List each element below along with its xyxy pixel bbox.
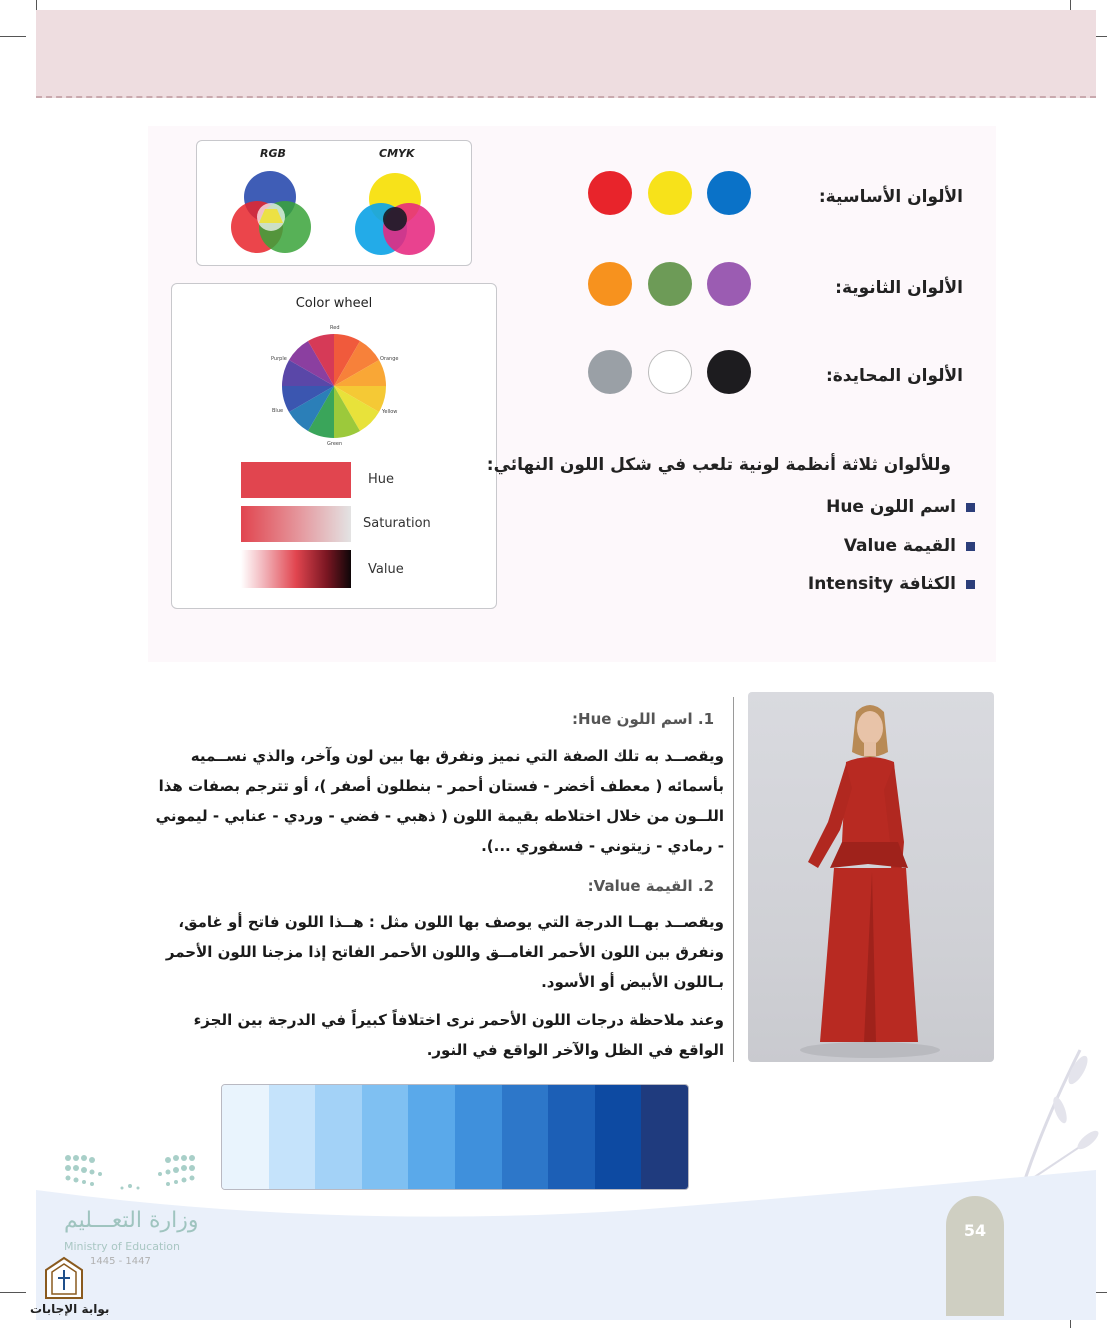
neutral-colors-label: الألوان المحايدة: (825, 366, 963, 386)
portal-logo-icon (42, 1256, 86, 1302)
rgb-diagram (225, 163, 335, 263)
wheel-label-blue: Blue (272, 408, 284, 414)
ministry-name-arabic: وزارة التعـــليم (64, 1208, 199, 1233)
cmyk-label: CMYK (379, 147, 415, 160)
crop-mark (0, 1292, 26, 1293)
value-note-paragraph (144, 1005, 724, 1065)
wheel-label-green: Green (327, 441, 343, 447)
wheel-label-orange: Orange (380, 356, 399, 362)
rgb-label: RGB (260, 147, 286, 160)
secondary-color-dot (707, 262, 751, 306)
ministry-logo-icon (62, 1152, 202, 1192)
wheel-label-purple: Purple (271, 356, 287, 362)
bullet-item: الكثافة Intensity (808, 574, 975, 594)
neutral-color-dot (648, 350, 692, 394)
value-bar (241, 550, 351, 588)
bullet-item: اسم اللون Hue (826, 497, 975, 517)
saturation-bar (241, 506, 351, 542)
color-wheel (254, 320, 414, 450)
hue-paragraph (144, 741, 724, 861)
color-wheel-title: Color wheel (295, 296, 373, 311)
ministry-name-english: Ministry of Education (64, 1240, 181, 1253)
paragraph-line: اللــون من خلال اختلاطه بقيمة اللون ( ذهبي - فضي - وردي - عنابي - ليموني (155, 807, 724, 825)
hue-bar (241, 462, 351, 498)
paragraph-line: الواقع في الظل والآخر الواقع في النور. (426, 1041, 724, 1059)
paragraph-line: بـاللون الأبيض أو الأسود. (541, 973, 724, 991)
secondary-color-dot (648, 262, 692, 306)
column-divider (733, 697, 734, 1062)
color-systems-intro: وللألوان ثلاثة أنظمة لونية تلعب في شكل اللون النهائي: (486, 455, 951, 475)
hue-label: Hue (368, 472, 395, 487)
cmyk-diagram (347, 163, 457, 263)
primary-color-dot (588, 171, 632, 215)
crop-mark (0, 36, 26, 37)
color-models-card (196, 140, 472, 266)
paragraph-line: بأسمائه ( معطف أخضر - فستان أحمر - بنطلون أصفر )، أو تترجم بصفات هذا (158, 777, 724, 795)
bullet-square-icon (966, 542, 975, 551)
primary-colors-label: الألوان الأساسية: (818, 187, 963, 207)
portal-name: بوابة الإجابات (30, 1302, 110, 1316)
wheel-label-yellow: Yellow (382, 409, 398, 415)
value-paragraph (144, 907, 724, 997)
footer-wave (36, 1170, 1096, 1320)
primary-color-dot (648, 171, 692, 215)
page-number: 54 (946, 1196, 1004, 1316)
paragraph-line: وعند ملاحظة درجات اللون الأحمر نرى اختلافاً كبيراً في الدرجة بين الجزء (193, 1011, 724, 1029)
bullet-item: القيمة Value (844, 536, 975, 556)
paragraph-line: ويقصــد بهــا الدرجة التي يوصف بها اللون مثل : هــذا اللون فاتح أو غامق، (178, 913, 724, 931)
color-wheel-card (171, 283, 497, 609)
header-band (36, 10, 1096, 98)
bullet-square-icon (966, 503, 975, 512)
bullet-square-icon (966, 580, 975, 589)
hue-section-heading: 1. اسم اللون Hue: (572, 710, 714, 728)
secondary-colors-label: الألوان الثانوية: (835, 278, 963, 298)
value-label: Value (368, 562, 404, 577)
saturation-label: Saturation (363, 516, 431, 531)
paragraph-line: ويقصــد به تلك الصفة التي نميز ونفرق بها بين لون وآخر، والذي نســميه (190, 747, 724, 765)
primary-color-dot (707, 171, 751, 215)
neutral-color-dot (588, 350, 632, 394)
paragraph-line: - رمادي - زيتوني - فسفوري ...). (481, 837, 724, 855)
red-dress-illustration (748, 692, 994, 1062)
secondary-color-dot (588, 262, 632, 306)
value-section-heading: 2. القيمة Value: (587, 877, 714, 895)
wheel-label-red: Red (330, 325, 340, 331)
neutral-color-dot (707, 350, 751, 394)
ministry-years: 1445 - 1447 (90, 1256, 151, 1267)
paragraph-line: ونفرق بين اللون الأحمر الغامــق واللون الأحمر الفاتح إذا مزجنا اللون الأحمر (165, 943, 724, 961)
red-dress-photo (748, 692, 994, 1062)
